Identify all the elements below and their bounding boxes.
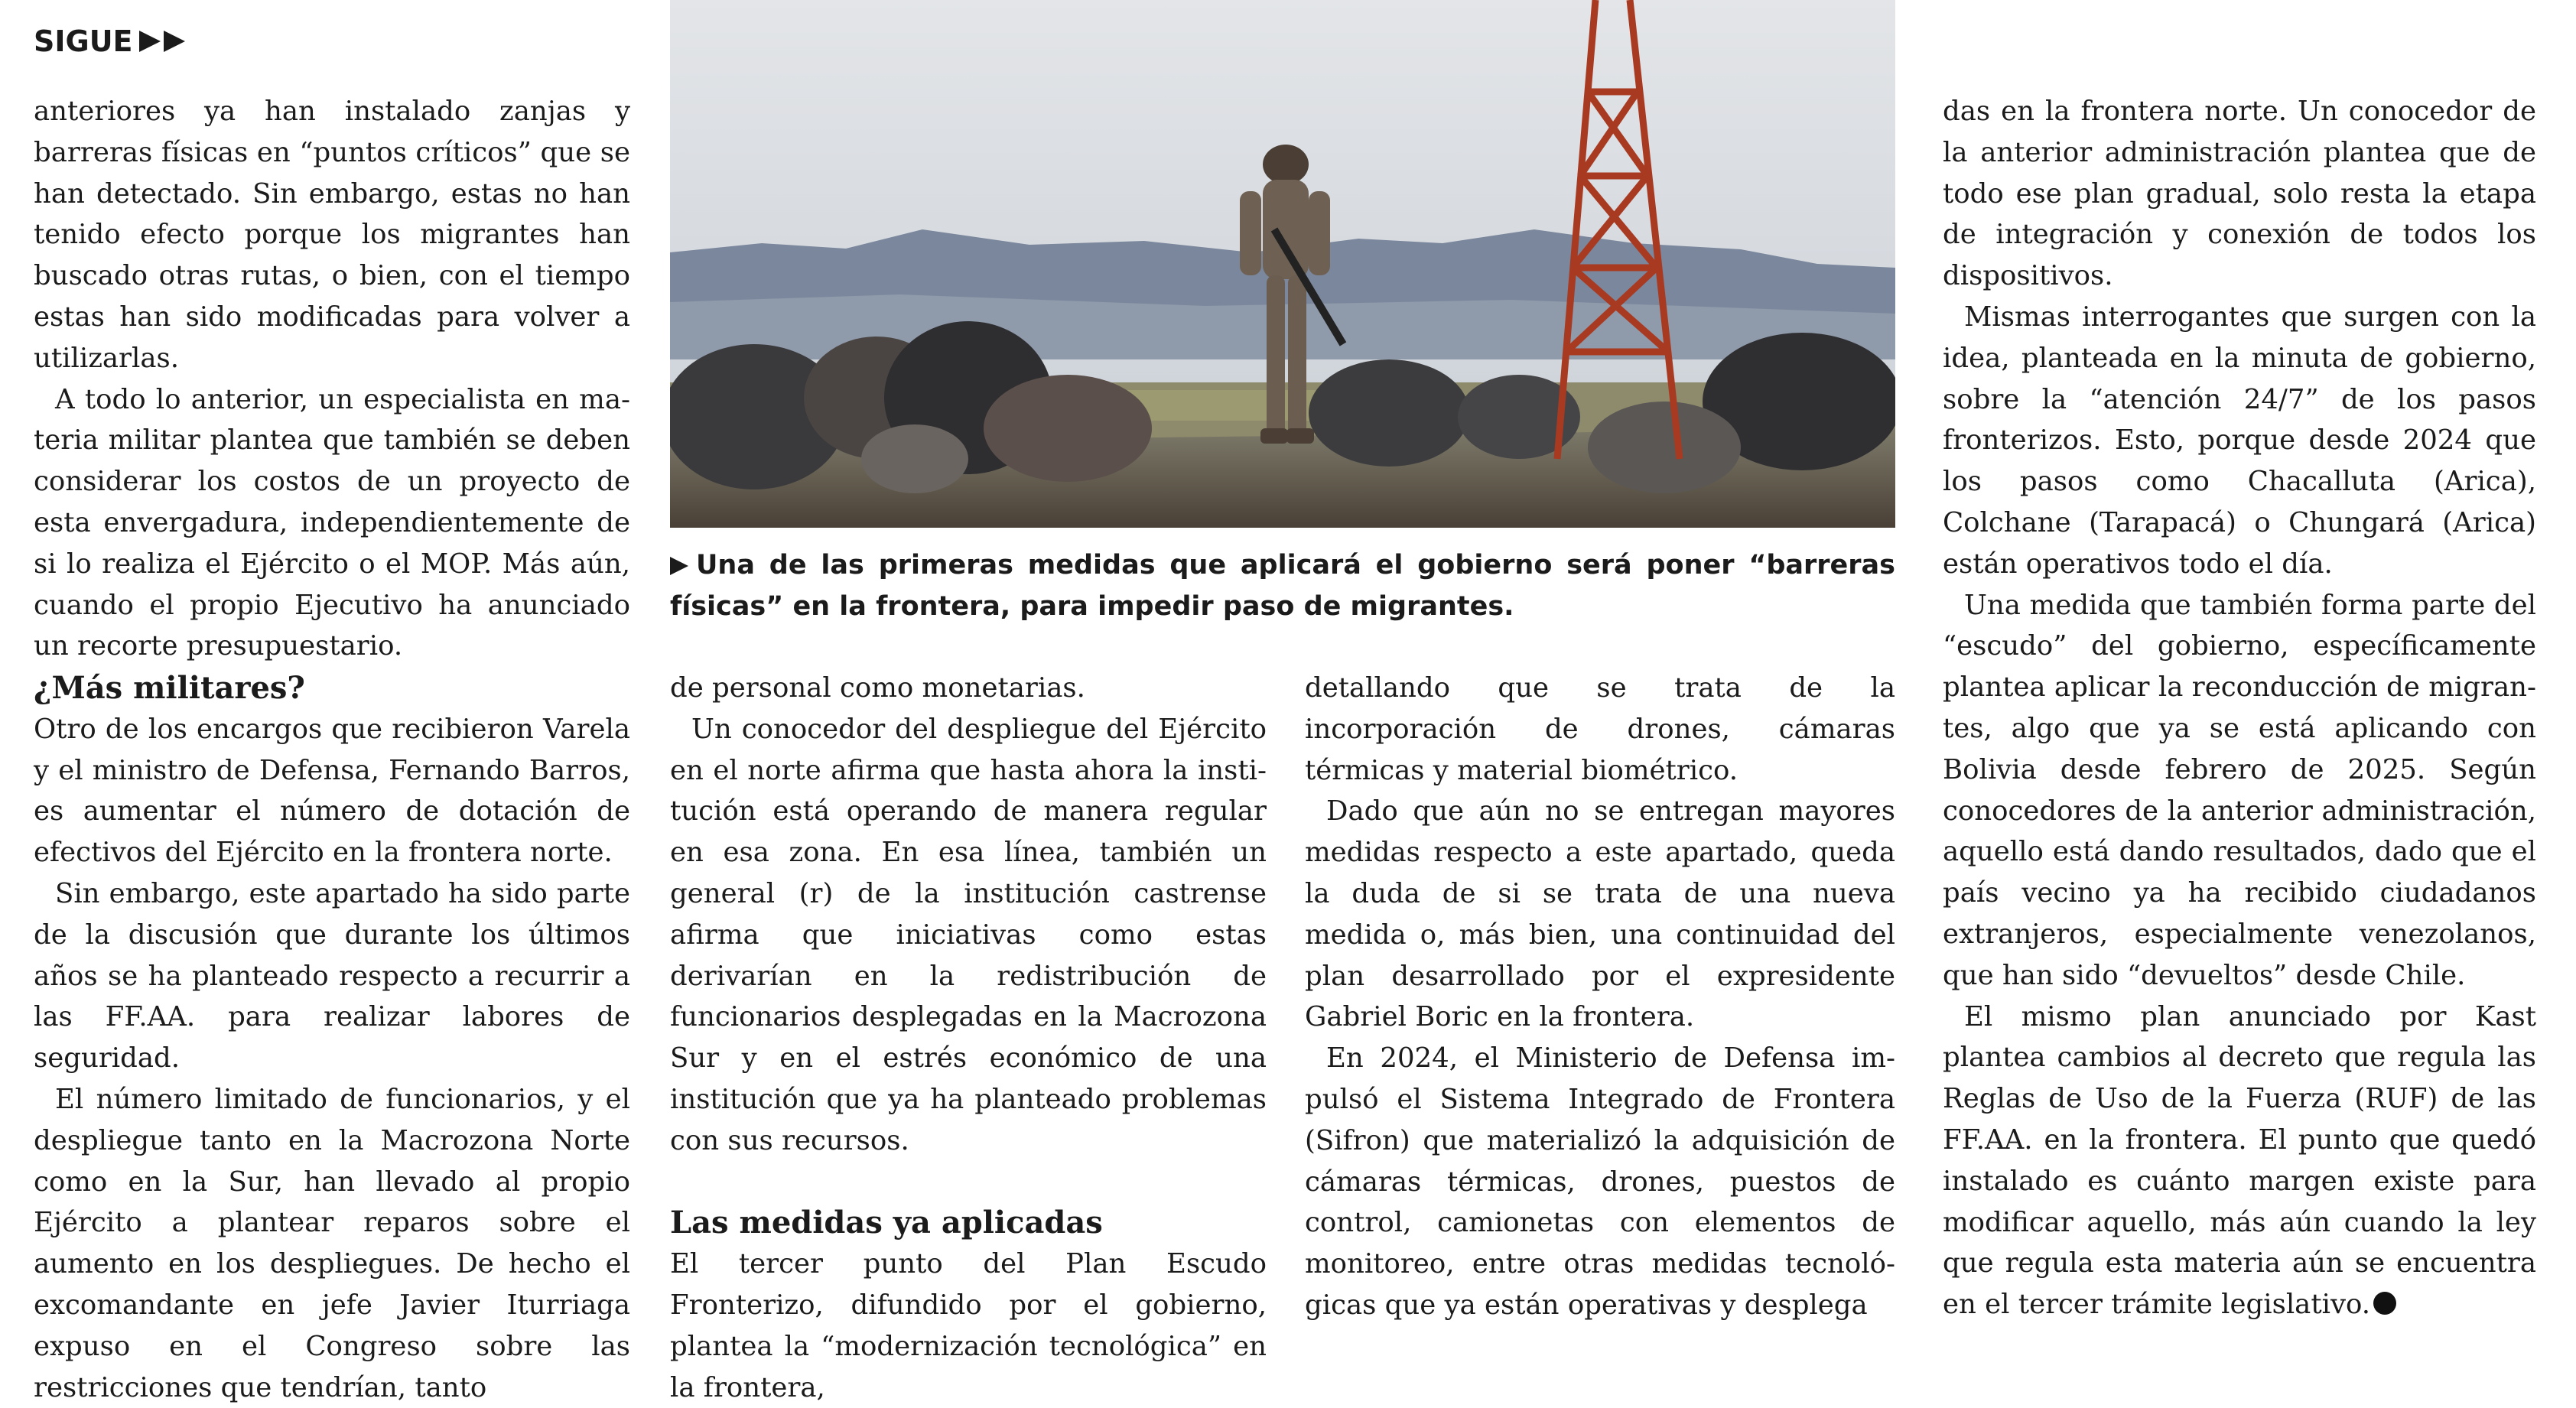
double-arrow-icon	[139, 29, 188, 54]
sigue-text: SIGUE	[34, 24, 133, 58]
paragraph: anteriores ya han instalado zanjas y barreras físicas en “puntos críticos” que se han detectado. Sin embargo, estas no han tenido efecto porque los migrantes han buscado otras rutas, o bien, con el tiempo estas han sido modificadas para volver a utilizarlas.	[34, 96, 630, 374]
end-of-article-icon	[2373, 1292, 2396, 1315]
paragraph: Dado que aún no se entregan mayores medidas respecto a este apartado, queda la duda de si se trata de una nueva medida o, más bien, una continuidad del plan desarrollado por el expresidente Gabriel Boric en la frontera.	[1305, 795, 1895, 1033]
caption-text: Una de las primeras medidas que aplicará el gobierno será poner “barreras físicas” en la frontera, para impedir paso de migrantes.	[670, 550, 1895, 622]
paragraph: detallando que se trata de la incorporación de drones, cámaras térmicas y material biométrico.	[1305, 672, 1895, 786]
paragraph: Un conocedor del despliegue del Ejército en el norte afirma que hasta ahora la institución está operando de manera regular en esa zona. En esa línea, también un general (r) de la institución castrense afirma que iniciativas como estas derivarían en la redistribución de funcionarios desplegadas en la Macrozona Sur y en el estrés económico de una institución que ya ha planteado problemas con sus recursos.	[670, 713, 1267, 1156]
column-2	[670, 668, 1267, 1408]
paragraph: Otro de los encargos que recibieron Varela y el ministro de Defensa, Fernando Barros, es aumentar el número de dotación de efectivos del Ejército en la frontera norte.	[34, 713, 630, 869]
paragraph: Una medida que también forma parte del “escudo” del gobierno, específicamente plantea aplicar la reconducción de migrantes, algo que ya se está aplicando con Bolivia desde febrero de 2025. Según conocedores de la anterior administración, aquello está dando resultados, dado que el país vecino ya ha recibido ciudadanos extranjeros, especialmente venezolanos, que han sido “devueltos” desde Chile.	[1943, 589, 2536, 991]
paragraph: das en la frontera norte. Un conocedor de la anterior administración plantea que de todo ese plan gradual, solo resta la etapa de integración y conexión de todos los dispositivos.	[1943, 96, 2536, 292]
paragraph: El tercer punto del Plan Escudo Fronterizo, difundido por el gobierno, plantea la “modernización tecnológica” en la frontera,	[670, 1248, 1267, 1403]
paragraph: Sin embargo, este apartado ha sido parte de la discusión que durante los últimos años se ha planteado respecto a recurrir a las FF.AA. para realizar labores de seguridad.	[34, 877, 630, 1075]
column-4	[1943, 91, 2536, 1325]
paragraph-final	[1943, 997, 2536, 1325]
paragraph: de personal como monetarias.	[670, 672, 1085, 704]
soldier-border-photo	[670, 0, 1895, 528]
column-1-bottom	[34, 668, 630, 1408]
subheading-mas-militares: ¿Más militares?	[34, 670, 305, 706]
column-1-top	[34, 91, 630, 667]
caption-bullet-icon	[670, 555, 690, 577]
paragraph: A todo lo anterior, un especialista en materia militar plantea que también se deben considerar los costos de un proyecto de esta envergadura, independientemente de si lo realiza el Ejército o el MOP. Más aún, cuando el propio Ejecutivo ha anunciado un recorte presupuestario.	[34, 383, 630, 662]
paragraph: En 2024, el Ministerio de Defensa impulsó el Sistema Integrado de Frontera (Sifron) que materializó la adquisición de cámaras térmicas, drones, puestos de control, camionetas con elementos de monitoreo, entre otras medidas tecnológicas que ya están operativas y desplega	[1305, 1042, 1895, 1321]
photo-caption	[670, 545, 1895, 627]
paragraph: Mismas interrogantes que surgen con la idea, planteada en la minuta de gobierno, sobre la “atención 24/7” de los pasos fronterizos. Esto, porque desde 2024 que los pasos como Chacalluta (Arica), Colchane (Tarapacá) o Chungará (Arica) están operativos todo el día.	[1943, 301, 2536, 580]
news-photo	[670, 0, 1895, 528]
column-3	[1305, 668, 1895, 1326]
paragraph: El número limitado de funcionarios, y el despliegue tanto en la Macrozona Norte como en la Sur, han llevado al propio Ejército a plantear reparos sobre el aumento en los despliegues. De hecho el excomandante en jefe Javier Iturriaga expuso en el Congreso sobre las restricciones que tendrían, tanto	[34, 1083, 630, 1403]
subheading-medidas-aplicadas: Las medidas ya aplicadas	[670, 1205, 1103, 1241]
continued-label	[34, 23, 188, 60]
final-paragraph-text: El mismo plan anunciado por Kast plantea cambios al decreto que regula las Reglas de Uso de la Fuerza (RUF) de las FF.AA. en la frontera. El punto que quedó instalado es cuánto margen existe para modificar aquello, más aún cuando la ley que regula esta materia aún se encuentra en el tercer trámite legislativo.	[1943, 1000, 2536, 1321]
